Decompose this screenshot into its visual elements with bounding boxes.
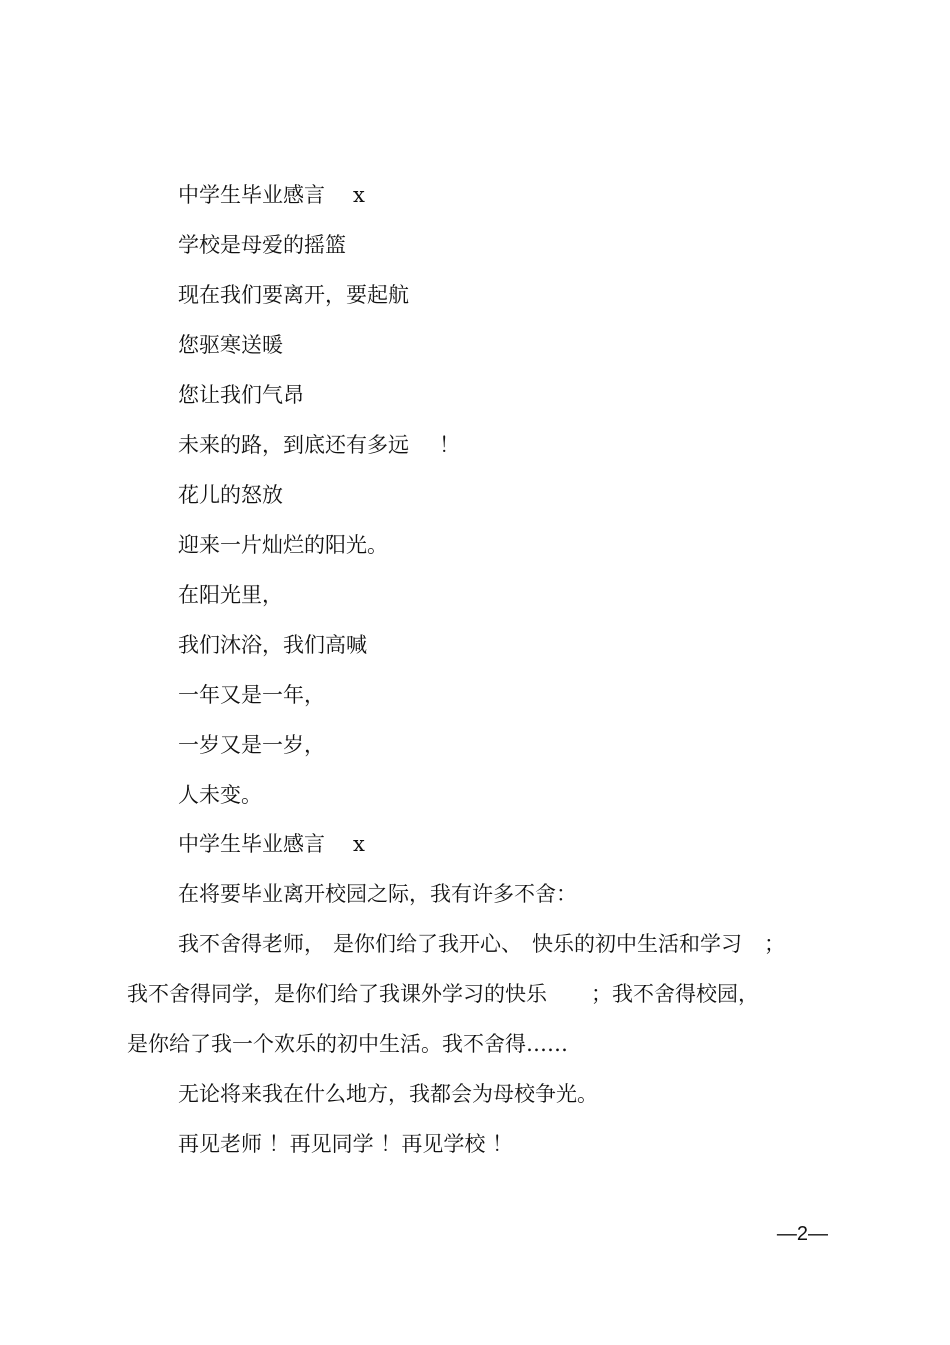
poem-line: 我们沐浴，我们高喊 — [178, 633, 367, 657]
poem-line: 人未变。 — [178, 783, 262, 807]
paragraph-line: 是你给了我一个欢乐的初中生活。我不舍得…… — [127, 1032, 568, 1056]
paragraph-text: 快乐的初中生活和学习 — [532, 932, 742, 956]
section-title — [0, 180, 950, 210]
intro-paragraph: 在将要毕业离开校园之际，我有许多不舍： — [178, 882, 577, 906]
page-number: —2— — [776, 1223, 828, 1245]
poem-line: 您让我们气昂 — [178, 383, 304, 407]
section-title — [0, 829, 950, 859]
paragraph-text: ； — [764, 932, 785, 956]
poem-line: 花儿的怒放 — [178, 483, 283, 507]
poem-line: 迎来一片灿烂的阳光。 — [178, 533, 388, 557]
section-title-text: 中学生毕业感言 — [178, 832, 325, 856]
paragraph-line: 再见老师 ！再见同学 ！再见学校 ！ — [178, 1132, 514, 1156]
section-title-text: 中学生毕业感言 — [178, 183, 325, 207]
poem-line-text: 未来的路，到底还有多远 — [178, 433, 409, 457]
poem-line: 一岁又是一岁， — [178, 733, 325, 757]
poem-line: 现在我们要离开，要起航 — [178, 283, 409, 307]
poem-line: 学校是母爱的摇篮 — [178, 233, 346, 257]
paragraph-text: 是你们给了我开心、 — [333, 932, 522, 956]
paragraph-text: 我不舍得老师， — [178, 932, 325, 956]
paragraph-line — [0, 929, 950, 959]
poem-line: 一年又是一年， — [178, 683, 325, 707]
section-title-suffix: x — [353, 832, 365, 856]
poem-line-suffix: ！ — [439, 433, 460, 457]
paragraph-line: 无论将来我在什么地方，我都会为母校争光。 — [178, 1082, 598, 1106]
paragraph-text: ；我不舍得校园， — [591, 982, 759, 1006]
poem-line: 在阳光里， — [178, 583, 283, 607]
poem-line — [0, 430, 950, 460]
section-title-suffix: x — [353, 183, 365, 207]
paragraph-line — [0, 979, 950, 1009]
paragraph-text: 我不舍得同学，是你们给了我课外学习的快乐 — [127, 982, 547, 1006]
poem-line: 您驱寒送暖 — [178, 333, 283, 357]
